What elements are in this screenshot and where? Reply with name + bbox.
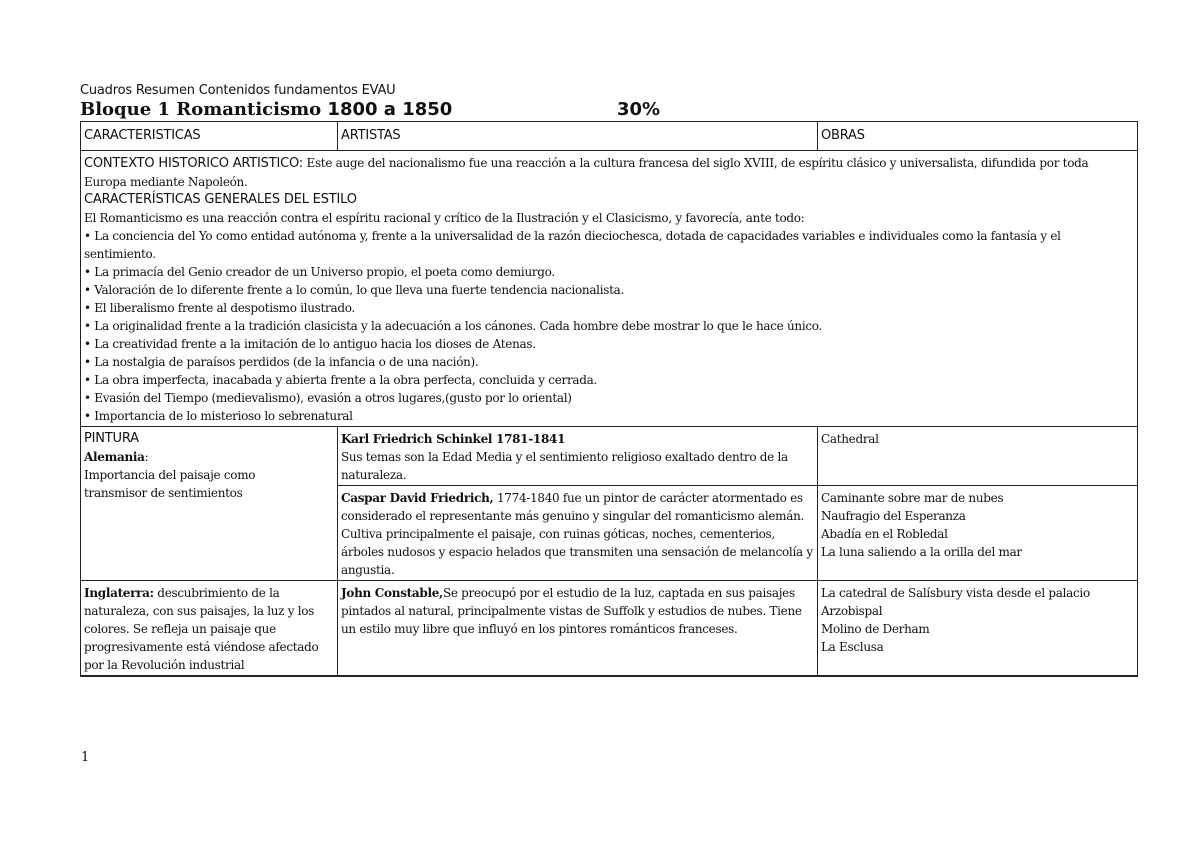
title-years: 1800 a 1850 bbox=[327, 99, 453, 120]
document-page bbox=[80, 80, 1136, 677]
inglaterra-label: Inglaterra: bbox=[84, 586, 154, 600]
style-heading: CARACTERÍSTICAS GENERALES DEL ESTILO bbox=[84, 192, 357, 207]
context-cell bbox=[81, 151, 1138, 427]
page-number: 1 bbox=[81, 750, 90, 765]
alemania-label: Alemania bbox=[84, 450, 145, 464]
artist-name-constable: John Constable, bbox=[341, 586, 443, 600]
list-item: • El liberalismo frente al despotismo ilustrado. bbox=[84, 301, 355, 315]
document-subtitle: Cuadros Resumen Contenidos fundamentos EVAU bbox=[80, 83, 396, 98]
work-item: La Esclusa bbox=[821, 640, 884, 654]
document-title bbox=[80, 99, 1136, 121]
list-item: • La conciencia del Yo como entidad autónoma y, frente a la universalidad de la razón dieciochesca, dotada de capacidades variables e individuales como la fantasía y el sentimiento. bbox=[84, 229, 1061, 261]
works-cell-schinkel bbox=[818, 427, 1138, 486]
artist-text-friedrich: 1774-1840 fue un pintor de carácter atormentado es considerado el representante más genuino y singular del romanticismo alemán. Cultiva principalmente el paisaje, con ruinas góticas, noches, cementerios, árboles nudosos y espacio helados que transmiten una sensación de melancolía y angustia. bbox=[341, 491, 813, 577]
pintura-cell bbox=[81, 427, 338, 581]
title-percent: 30% bbox=[617, 99, 661, 120]
work-item: Caminante sobre mar de nubes bbox=[821, 491, 1004, 505]
summary-table bbox=[80, 121, 1138, 677]
artist-name-friedrich: Caspar David Friedrich, bbox=[341, 491, 494, 505]
work-item: Naufragio del Esperanza bbox=[821, 509, 966, 523]
work-item: La catedral de Salísbury vista desde el palacio Arzobispal bbox=[821, 586, 1090, 618]
artist-text-schinkel: Sus temas son la Edad Media y el sentimiento religioso exaltado dentro de la naturaleza. bbox=[341, 450, 788, 482]
works-cell-constable bbox=[818, 581, 1138, 677]
list-item: • La obra imperfecta, inacabada y abierta frente a la obra perfecta, concluida y cerrada. bbox=[84, 373, 597, 387]
artist-cell-friedrich bbox=[338, 486, 818, 581]
artist-text-constable: Se preocupó por el estudio de la luz, captada en sus paisajes pintados al natural, principalmente vistas de Suffolk y estudios de nubes. Tiene un estilo muy libre que influyó en los pintores románticos franceses. bbox=[341, 586, 802, 636]
table-header-row bbox=[81, 122, 1138, 151]
work-item: Cathedral bbox=[821, 432, 879, 446]
context-heading-label: CONTEXTO HISTORICO ARTISTICO: bbox=[84, 156, 303, 171]
work-item: Abadía en el Robledal bbox=[821, 527, 948, 541]
list-item: • La primacía del Genio creador de un Universo propio, el poeta como demiurgo. bbox=[84, 265, 555, 279]
constable-row bbox=[81, 581, 1138, 677]
style-intro: El Romanticismo es una reacción contra el espíritu racional y crítico de la Ilustración y el Clasicismo, y favorecía, ante todo: bbox=[84, 211, 805, 225]
list-item: • La nostalgia de paraísos perdidos (de la infancia o de una nación). bbox=[84, 355, 479, 369]
alemania-description: Importancia del paisaje como transmisor de sentimientos bbox=[84, 468, 256, 500]
list-item: • La originalidad frente a la tradición clasicista y la adecuación a los cánones. Cada hombre debe mostrar lo que le hace único. bbox=[84, 319, 823, 333]
header-caracteristicas: CARACTERISTICAS bbox=[81, 122, 338, 151]
work-item: La luna saliendo a la orilla del mar bbox=[821, 545, 1022, 559]
schinkel-row bbox=[81, 427, 1138, 486]
title-block: Bloque 1 Romanticismo bbox=[80, 99, 322, 120]
list-item: • La creatividad frente a la imitación de lo antiguo hacia los dioses de Atenas. bbox=[84, 337, 536, 351]
artist-name-schinkel: Karl Friedrich Schinkel 1781-1841 bbox=[341, 432, 566, 446]
works-cell-friedrich bbox=[818, 486, 1138, 581]
artist-cell-constable bbox=[338, 581, 818, 677]
inglaterra-cell bbox=[81, 581, 338, 677]
alemania-colon: : bbox=[144, 450, 149, 464]
header-obras: OBRAS bbox=[818, 122, 1138, 151]
context-heading-text: Este auge del nacionalismo fue una reacción a la cultura francesa del siglo XVIII, de espíritu clásico y universalista, difundida por toda Europa mediante Napoleón. bbox=[84, 156, 1089, 189]
context-row bbox=[81, 151, 1138, 427]
inglaterra-description: descubrimiento de la naturaleza, con sus paisajes, la luz y los colores. Se refleja un paisaje que progresivamente está viéndose afectado por la Revolución industrial bbox=[84, 586, 319, 672]
header-artistas: ARTISTAS bbox=[338, 122, 818, 151]
work-item: Molino de Derham bbox=[821, 622, 930, 636]
pintura-label: PINTURA bbox=[84, 431, 139, 446]
list-item: • Importancia de lo misterioso lo sebrenatural bbox=[84, 409, 353, 423]
list-item: • Evasión del Tiempo (medievalismo), evasión a otros lugares,(gusto por lo oriental) bbox=[84, 391, 572, 405]
artist-cell-schinkel bbox=[338, 427, 818, 486]
list-item: • Valoración de lo diferente frente a lo común, lo que lleva una fuerte tendencia nacionalista. bbox=[84, 283, 625, 297]
